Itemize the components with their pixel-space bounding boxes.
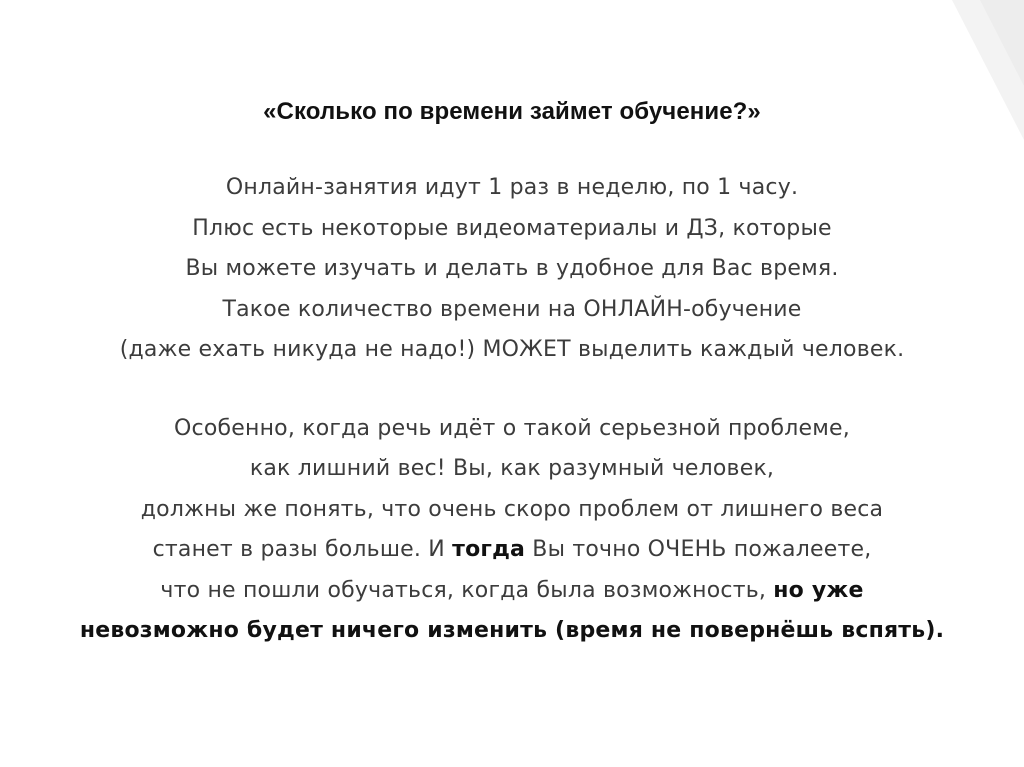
text-line: как лишний вес! Вы, как разумный человек, [249,456,775,481]
text-line: Такое количество времени на ОНЛАЙН-обучение [222,296,802,322]
text-line: (даже ехать никуда не надо!) МОЖЕТ выделить каждый человек. [119,337,905,362]
text-segment: станет в разы больше. И [152,537,453,562]
emphasis-text: но уже [773,577,864,603]
slide-title: «Сколько по времени займет обучение?» [263,98,761,125]
text-line: должны же понять, что очень скоро проблем от лишнего веса [140,496,884,522]
text-line: Вы можете изучать и делать в удобное для Вас время. [185,256,839,281]
text-segment: Вы точно ОЧЕНЬ пожалеете, [525,537,872,562]
text-line: Особенно, когда речь идёт о такой серьезной проблеме, [174,415,850,441]
slide-content [0,92,1024,652]
text-line: Онлайн-занятия идут 1 раз в неделю, по 1 часу. [225,175,799,200]
paragraph-motivation [0,409,1024,652]
emphasis-text: тогда [452,537,526,562]
emphasis-line: невозможно будет ничего изменить (время не повернёшь вспять). [79,618,945,643]
paragraph-schedule [0,168,1024,371]
text-line [0,571,1024,612]
text-segment: что не пошли обучаться, когда была возможность, [160,577,774,603]
text-line [0,530,1024,571]
text-line: Плюс есть некоторые видеоматериалы и ДЗ, которые [192,215,832,241]
